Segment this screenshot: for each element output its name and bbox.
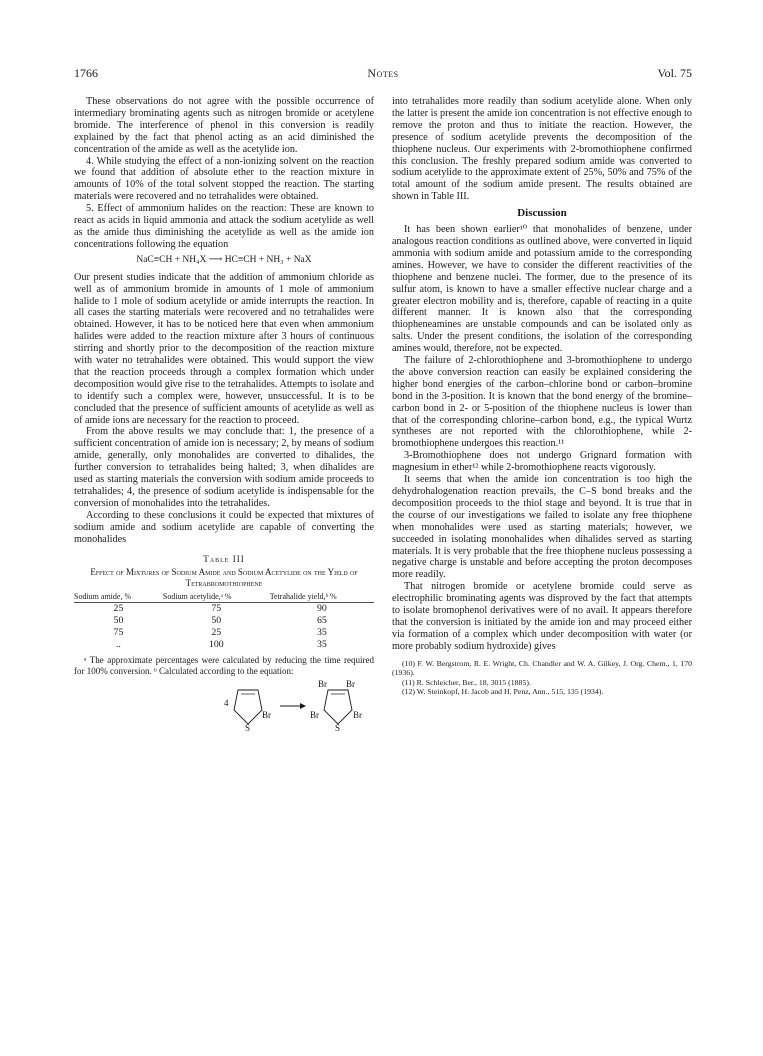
- tetrabromothiophene-ring-shape: [324, 690, 352, 724]
- table-cell: 65: [316, 615, 327, 627]
- table-cell: 75: [113, 627, 124, 639]
- thiophene-ring-shape: [234, 690, 262, 724]
- paragraph: It has been shown earlier¹⁰ that monohalides of benzene, under analogous reaction conditions as outlined above, were converted in liquid ammonia with sodium amide and potassium amide to the corresponding amines. However, we have to consider the different reactivities of the thiophene and benzene nuclei. The former, due to the presence of its sulfur atom, is known to have a smaller effective nuclear charge and a greater electron mobility and is, therefore, capable of reacting in a quite different manner. It is known also that the corresponding thiopheneamines are unstable compounds and can be isolated only as salts. Under the present conditions, the isolation of the corresponding amines would, therefore, not be expected.: [392, 224, 692, 355]
- table-row: [74, 603, 374, 616]
- data-table: [74, 591, 374, 651]
- table-caption: Effect of Mixtures of Sodium Amide and Sodium Acetylide on the Yield of Tetrabromothiophene: [90, 567, 358, 589]
- table-cell: 100: [208, 639, 224, 651]
- left-column: [74, 96, 374, 736]
- bromine-label: Br: [262, 710, 271, 721]
- footnote-text: ᵃ The approximate percentages were calculated by reducing the time required for 100% conversion. ᵇ Calculated according to the equation:: [74, 655, 374, 676]
- arrow-head-icon: [300, 703, 306, 709]
- paragraph: The failure of 2-chlorothiophene and 3-bromothiophene to undergo the above conversion reaction can easily be explained considering the higher bond energies of the carbon–chlorine bond or carbon–bromine bond in the 3-position. It is known that the bond energy of the bromine–carbon bond in 2- or 5-position of the thiophene nucleus is lower than that of the corresponding chlorine–carbon bond, e.g., the typical Wurtz syntheses are not reported with the chlorothiophene, while 2-bromothiophene undergoes this reaction.¹¹: [392, 355, 692, 450]
- page-header: [74, 66, 692, 84]
- section-heading: Discussion: [517, 207, 567, 220]
- sulfur-label: S: [335, 723, 341, 734]
- paragraph: It seems that when the amide ion concentration is too high the dehydrohalogenation reaction prevails, the C–S bond breaks and the decomposition proceeds to the thiol stage and beyond. It is true that in the course of our investigations we failed to isolate any free thiophene when monohalides were used as starting materials; however, we succeeded in isolating monohalides when dihalides served as starting materials. It is very probable that the free thiophene nucleus possessing a negative charge is unstable and before accepting the proton decomposes more readily.: [392, 474, 692, 581]
- column-header: Sodium amide, %: [74, 591, 163, 603]
- paragraph: That nitrogen bromide or acetylene bromide could serve as electrophilic brominating agents was disproved by the fact that attempts to isolate bromophenol derivatives were of no avail. It appears therefore that the conversion is initiated by the amide ion and may proceed either via formation of a complex which under decomposition with water (or more probably sodium hydroxide) gives: [392, 581, 692, 652]
- table-cell: 35: [316, 627, 327, 639]
- column-header: Tetrahalide yield,ᵇ %: [270, 591, 374, 603]
- table-cell: ..: [115, 639, 121, 651]
- paragraph: According to these conclusions it could be expected that mixtures of sodium amide and sodium acetylide are capable of converting the monohalides: [74, 509, 374, 545]
- table-row: [74, 627, 374, 639]
- table-cell: 25: [211, 627, 222, 639]
- table-cell: 35: [316, 639, 327, 651]
- table-label: Table III: [203, 553, 245, 564]
- paragraph: From the above results we may conclude that: 1, the presence of a sufficient concentration of amide ion is necessary; 2, by means of sodium amide, generally, only monohalides are converted to dihalides, the further conversion to tetrahalides being halted; 3, when dihalides are used as starting materials the conversion with sodium amide proceeds to tetrahalides; 4, the presence of sodium acetylide is indispensable for the conversion of monohalides into the tetrahalides.: [74, 426, 374, 509]
- table-cell: 75: [211, 603, 222, 615]
- reference-item: (12) W. Steinkopf, H. Jacob and H. Penz, Ann., 515, 135 (1934).: [402, 687, 604, 697]
- table-footnote: [74, 655, 374, 676]
- table-cell: 90: [316, 603, 327, 615]
- running-title: Notes: [367, 66, 399, 80]
- reference-item: (10) F. W. Bergstrom, R. E. Wright, Ch. Chandler and W. A. Gilkey, J. Org. Chem., 1, 170 (1936).: [392, 658, 692, 678]
- table-row: [74, 615, 374, 627]
- reaction-equation: NaC≡CH + NH₄X ⟶ HC≡CH + NH₃ + NaX: [136, 254, 312, 265]
- column-header: Sodium acetylide,ᵃ %: [163, 591, 270, 603]
- right-column: [392, 96, 692, 697]
- volume-label: Vol. 75: [657, 66, 692, 80]
- thiophene-reaction-diagram: [224, 678, 374, 736]
- paragraph: 4. While studying the effect of a non-ionizing solvent on the reaction we found that addition of absolute ether to the reaction mixture in amounts of 10% of the total solvent stopped the reaction. The starting materials were recovered and no tetrahalides were obtained.: [74, 155, 374, 203]
- paragraph: 5. Effect of ammonium halides on the reaction: These are known to react as acids in liquid ammonia and attack the sodium acetylide as well as the amide thus diminishing the acetylide as well as the amide ion concentrations following the equation: [74, 203, 374, 250]
- bromine-label: Br: [310, 710, 319, 721]
- bromine-label: Br: [318, 679, 327, 690]
- equation-coefficient: 4: [224, 698, 229, 709]
- page-number: 1766: [74, 66, 98, 80]
- paragraph: 3-Bromothiophene does not undergo Grignard formation with magnesium in ether¹² while 2-bromothiophene reacts vigorously.: [392, 450, 692, 474]
- table-row: [74, 639, 374, 651]
- references: [392, 659, 692, 697]
- table-cell: 25: [113, 603, 124, 615]
- paragraph: These observations do not agree with the possible occurrence of intermediary brominating agents such as nitrogen bromide or acetylene bromide. The interference of phenol in this conversion is readily explained by the fact that phenol acting as an acid diminished the concentration of the amide as well as the acetylide ion.: [74, 96, 374, 155]
- reference-item: (11) R. Schleicher, Ber., 18, 3015 (1885).: [402, 677, 531, 687]
- bromine-label: Br: [353, 710, 362, 721]
- sulfur-label: S: [245, 723, 251, 734]
- bromine-label: Br: [346, 679, 355, 690]
- paragraph: into tetrahalides more readily than sodium acetylide alone. When only the latter is present the amide ion concentration is not effective enough to remove the proton and thus to initiate the reaction. However, the presence of sodium acetylide prevents the decomposition of the thiophene nucleus. Our experiments with 2-bromothiophene confirmed this conclusion. The freshly prepared sodium amide was converted to sodium acetylide to the approximate extent of 25%, 50% and 75% of the total amount of the sodium amide present. The results obtained are shown in Table III.: [392, 96, 692, 203]
- table-cell: 50: [113, 615, 124, 627]
- paragraph: Our present studies indicate that the addition of ammonium chloride as well as of ammonium bromide in amounts of 1 mole of ammonium halide to 1 mole of sodium acetylide or amide interrupts the reaction. In all cases the starting materials were recovered and no tetrahalides were obtained. However, it has to be noticed here that even when ammonium halides were added to the reaction mixture after 3 hours of continuous stirring and shortly prior to the decomposition of the reaction mixture with water no tetrahalides were obtained. This would support the view that the reaction proceeds through a complex formation which under decomposition would give rise to the tetrahalides. Attempts to isolate and to identify such a complex were, however, unsuccessful. It is to be concluded that the presence of sufficient amounts of acetylide as well as of amide ions are necessary for the reaction to proceed.: [74, 271, 374, 426]
- table-cell: 50: [211, 615, 222, 627]
